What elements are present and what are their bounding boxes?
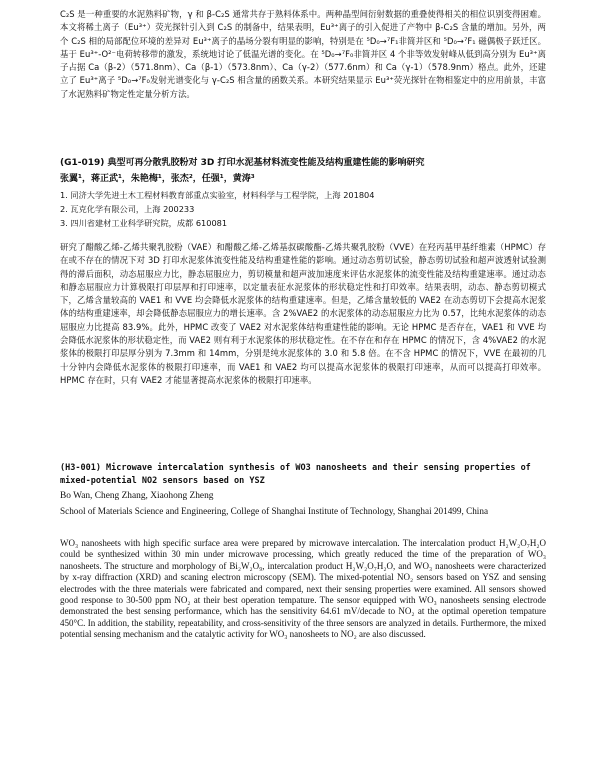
abstract-continuation: C₂S 是一种重要的水泥熟料矿物，γ 和 β-C₂S 通常共存于熟料体系中。两种晶型间衍射数据的重叠使得相关的相位识别变得困难。本文将稀土离子（Eu³⁺）荧光探针引入到 C₂S 的制备中，结果表明，Eu³⁺离子的引入促进了产物中 β-C₂S 含量的增加。另外，两个 C₂S 相的局部配位环境的差异对 Eu³⁺离子的晶场分裂有明显的影响，特别是在 ⁵D₀→⁷F₁非简并区和 ⁵D₀→⁷F₁ 磁偶极子跃迁区。基于 Eu³⁺-O²⁻电荷转移带的激发，系统地讨论了低温光谱的变化。在 ⁵D₀→⁷F₀非简并区 4 个非等效发射峰从低到高分别为 Eu³⁺离子占据 Ca（β-2）（571.8nm）、Ca（β-1）（573.8nm）、Ca（γ-2）（577.6nm）和 Ca（γ-1）（578.9nm）格点。此外，还建立了 Eu³⁺离子 ⁵D₀→⁷F₀发射光谱变化与 γ-C₂S 相含量的函数关系。本研究结果显示 Eu³⁺荧光探针在物相鉴定中的应用前景，丰富了水泥熟料矿物定性定量分析方法。 xyxy=(60,9,546,99)
article-2-affiliation: School of Materials Science and Engineering, College of Shanghai Institute of Technology, Shanghai 201499, China xyxy=(60,506,489,516)
article-1-authors: 张翼¹，蒋正武¹，朱艳梅¹，张杰²，任强¹，黄涛³ xyxy=(60,174,255,184)
article-1-affiliation-1: 1. 同济大学先进土木工程材料教育部重点实验室，材料科学与工程学院，上海 201804 xyxy=(60,190,375,200)
article-2-abstract: WO₃ nanosheets with high specific surface area were prepared by microwave intercalation. The intercalation product H₂W₂O₇H₂O could be synthesized within 30 min under microwave processing, which greatly reduced the time of the preparation of WO₃ nanosheets. The structure and morphology of Bi₂W₂O₉, intercalation product H₂W₂O₇H₂O, and WO₃ nanosheets were characterized by x-ray diffraction (XRD) and scaning electron microscopy (SEM). The mixed-potential NO₂ sensors based on YSZ and sensing electrodes with the three materials were fabricated and compared, next their sensing properties were examined. All sensors showed good response to 30-500 ppm NO₂ at their best operation tempature. The sensor equipped with WO₃ nanosheets sensing electrode demonstrated the best sensing performance, which has the sensitivity 64.61 mV/decade to NO₂ at the optimal operetion tempature 450°C. In addition, the stability, repeatability, and cross-sensitivity of the three sensors are analyzed in details. Furthermore, the mixed potential sensing mechanism and the catalytic activity for WO₃ nanosheets to NO₂ are also discussed. xyxy=(60,538,546,640)
article-2-title: (H3-001) Microwave intercalation synthesis of WO3 nanosheets and their sensing properties of mixed-potential NO2 sensors based on YSZ xyxy=(60,463,531,486)
article-1-abstract: 研究了醋酸乙烯-乙烯共聚乳胶粉（VAE）和醋酸乙烯-乙烯基叔碳酸酯-乙烯共聚乳胶粉（VVE）在羟丙基甲基纤维素（HPMC）存在或不存在的情况下对 3D 打印水泥浆体流变性能及结构重建性能的影响。通过动态剪切试验，静态剪切试验和超声波透射试验测得的滞后面积，动态屈服应力比，静态屈服应力，剪切模量和超声波加速度来评估水泥浆体的流变性能及结构重建速率。通过动态和静态屈服应力计算极限打印层厚和打印速率，以定量表征水泥浆体的形状稳定性和打印效率。结果表明，动态、静态剪切模式下，乙烯含量较高的 VAE1 和 VVE 均会降低水泥浆体的结构重建速率。但是，乙烯含量较低的 VAE2 在动态剪切下会提高水泥浆体的结构重建速率，却会降低静态屈服应力的增长速率。含 2%VAE2 的水泥浆体的动态屈服应力比为 0.57，比纯水泥浆体的动态屈服应力比提高 83.9%。此外，HPMC 改变了 VAE2 对水泥浆体结构重建性能的影响。无论 HPMC 是否存在，VAE1 和 VVE 均会降低水泥浆体的形状稳定性，而 VAE2 则有利于水泥浆体的形状稳定性。在不存在和存在 HPMC 的情况下，含 4%VAE2 的水泥浆体的极限打印层厚分别为 7.3mm 和 14mm，分别是纯水泥浆体的 3.0 和 5.8 倍。在不含 HPMC 的情况下，VVE 在最初的几十分钟内会降低水泥浆体的极限打印速率，而 VAE1 和 VAE2 均可以提高水泥浆体的极限打印速率，从而可以提高打印效率。HPMC 存在时，只有 VAE2 才能显著提高水泥浆体的极限打印速率。 xyxy=(60,242,546,385)
article-1-title: (G1-019) 典型可再分散乳胶粉对 3D 打印水泥基材料流变性能及结构重建性能的影响研究 xyxy=(60,158,425,168)
article-2-authors: Bo Wan, Cheng Zhang, Xiaohong Zheng xyxy=(60,491,214,501)
article-1-affiliation-3: 3. 四川省建材工业科学研究院，成都 610081 xyxy=(60,218,228,228)
article-1-affiliation-2: 2. 瓦克化学有限公司，上海 200233 xyxy=(60,204,195,214)
